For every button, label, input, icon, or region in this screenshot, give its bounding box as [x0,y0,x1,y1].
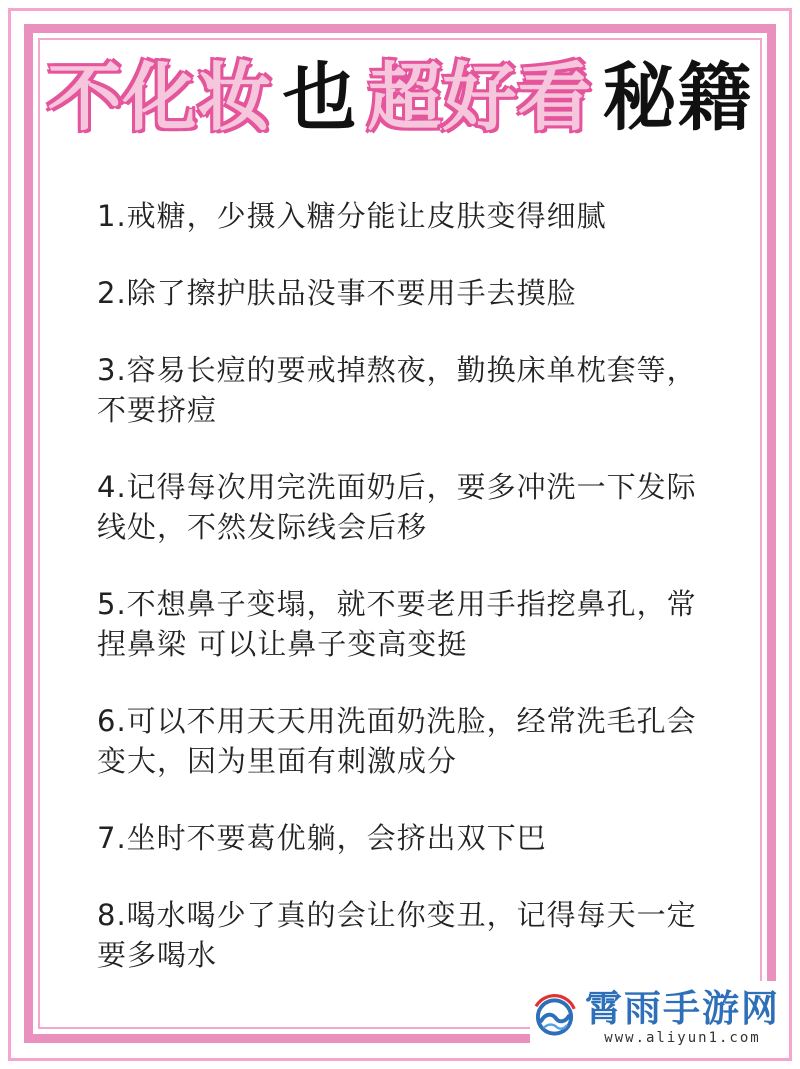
wave-logo-icon [530,986,579,1048]
tip-item-6: 6.可以不用天天用洗面奶洗脸，经常洗毛孔会变大，因为里面有刺激成分 [97,704,697,778]
title-part-3: 超好看 [367,55,593,141]
tip-item-4: 4.记得每次用完洗面奶后，要多冲洗一下发际线处，不然发际线会后移 [97,470,697,544]
tips-list [97,196,697,1012]
site-watermark [530,981,780,1053]
watermark-url: www.aliyun1.com [604,1030,761,1046]
poster-title [0,52,800,144]
tip-item-8: 8.喝水喝少了真的会让你变丑，记得每天一定要多喝水 [97,898,697,972]
watermark-site-name: 霄雨手游网 [585,987,780,1030]
tip-item-1: 1.戒糖，少摄入糖分能让皮肤变得细腻 [97,199,607,233]
title-part-2: 也 [282,55,358,141]
tip-item-5: 5.不想鼻子变塌，就不要老用手指挖鼻孔，常捏鼻梁 可以让鼻子变高变挺 [97,587,697,661]
tip-item-3: 3.容易长痘的要戒掉熬夜，勤换床单枕套等，不要挤痘 [97,353,697,427]
title-part-1: 不化妆 [47,55,273,141]
tip-item-7: 7.坐时不要葛优躺，会挤出双下巴 [97,821,547,855]
tip-item-2: 2.除了擦护肤品没事不要用手去摸脸 [97,276,577,310]
title-part-4: 秘籍 [602,55,753,141]
